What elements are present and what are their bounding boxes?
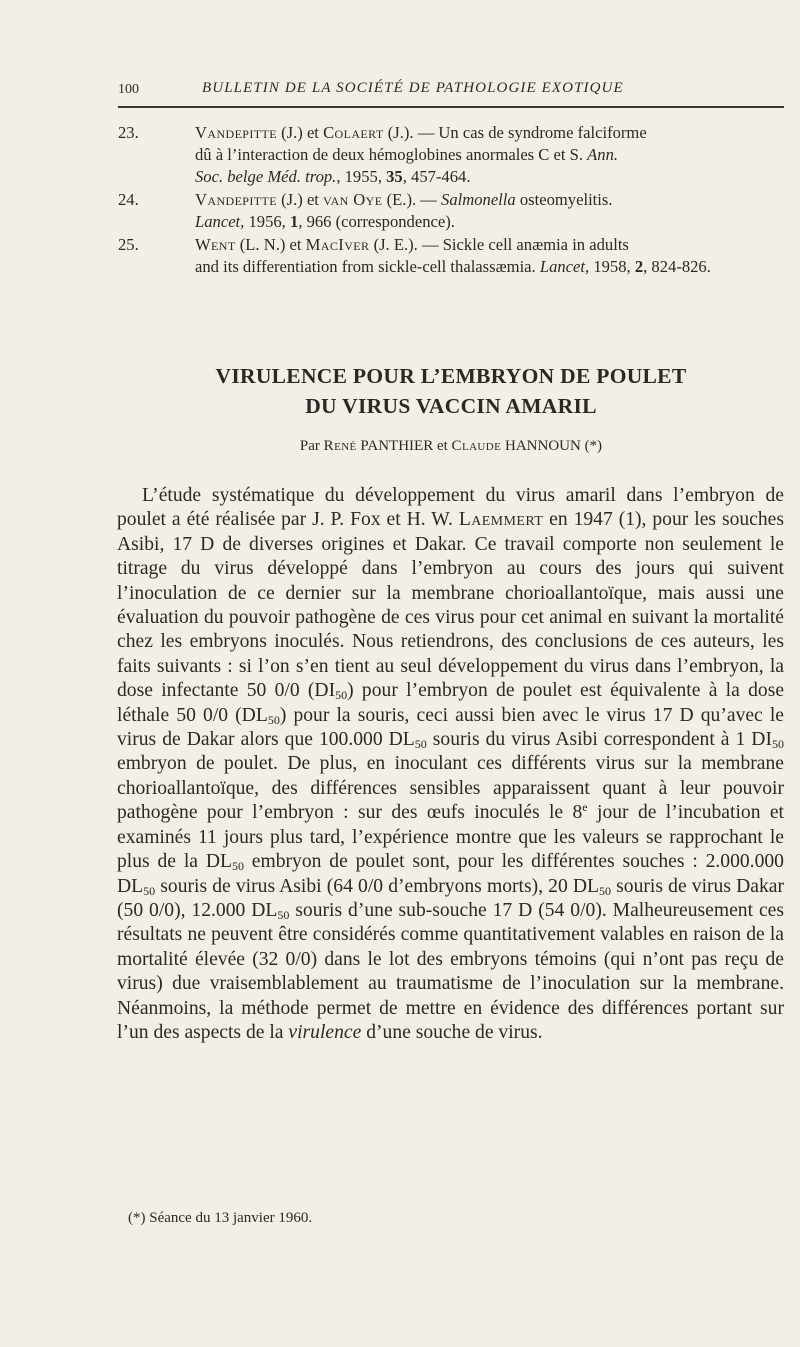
reference-item: 24. Vandepitte (J.) et van Oye (E.). — Salmonella osteomyelitis. Lancet, 1956, 1, 966 (correspondence). bbox=[118, 190, 613, 231]
reference-item: 25. Went (L. N.) et MacIver (J. E.). — Sickle cell anæmia in adults and its differentiation from sickle-cell thalassæmia. Lancet, 1958, 2, 824-826. bbox=[118, 235, 711, 276]
footnote: (*) Séance du 13 janvier 1960. bbox=[128, 1210, 313, 1226]
author-name: HANNOUN bbox=[504, 438, 581, 454]
running-header bbox=[118, 78, 782, 102]
footnote-marker: (*) bbox=[584, 438, 603, 454]
reference-author: Vandepitte bbox=[195, 123, 277, 142]
article-body bbox=[117, 484, 784, 1045]
article-byline: Par René PANTHIER et Claude HANNOUN (*) bbox=[299, 438, 603, 454]
author-name: PANTHIER bbox=[360, 438, 434, 454]
journal-running-title: BULLETIN DE LA SOCIÉTÉ DE PATHOLOGIE EXOTIQUE bbox=[202, 80, 624, 96]
reference-list bbox=[118, 122, 784, 279]
reference-author: Vandepitte bbox=[195, 190, 277, 209]
reference-author: Colaert bbox=[323, 123, 384, 142]
article-title: VIRULENCE POUR L’EMBRYON DE POULET DU VIRUS VACCIN AMARIL bbox=[215, 364, 687, 418]
page-number: 100 bbox=[118, 82, 139, 97]
reference-author: Went bbox=[195, 235, 236, 254]
reference-item: 23. Vandepitte (J.) et Colaert (J.). — Un cas de syndrome falciforme dû à l’interaction de deux hémoglobines anormales C et S. Ann. Soc. belge Méd. trop., 1955, 35, 457-464. bbox=[118, 123, 647, 186]
body-paragraph: L’étude systématique du développement du virus amaril dans l’embryon de poulet a été réalisée par J. P. Fox et H. W. Laemmert en 1947 (1), pour les souches Asibi, 17 D de diverses origines et Dakar. Ce travail comporte non seulement le titrage du virus développé dans l’embryon au cours des jours qui suivent l’inoculation de ce dernier sur la membrane chorioallantoïque, mais aussi une évaluation du pouvoir pathogène de ces virus pour cet animal en suivant la mortalité chez les embryons inoculés. Nous retiendrons, des conclusions de ces auteurs, les faits suivants : si l’on s’en tient au seul développement du virus dans l’embryon, la dose infectante 50 0/0 $(DI_{50})$ pour l’embryon de poulet est équivalente à la dose léthale 50 0/0 $(DL_{50})$ pour la souris, ceci aussi bien avec le virus 17 D qu’avec le virus de Dakar alors que 100.000 $DL_{50}$ souris du virus Asibi correspondent à 1 $DI_{50}$ embryon de poulet. De plus, en inoculant ces différents virus sur la membrane chorioallantoïque, des différences sensibles apparaissent quant à leur pouvoir pathogène pour l’embryon : sur des œufs inoculés le 8e jour de l’incubation et examinés 11 jours plus tard, l’expérience montre que les valeurs se rapprochant le plus de la $DL_{50}$ embryon de poulet sont, pour les différentes souches : 2.000.000 $DL_{50}$ souris de virus Asibi (64 0/0 d’embryons morts), 20 $DL_{50}$ souris de virus Dakar (50 0/0), 12.000 $DL_{50}$ souris d’une sub-souche 17 D (54 0/0). Malheureusement ces résultats ne peuvent être considérés comme quantitativement valables en raison de la mortalité élevée (32 0/0) dans le lot des embryons témoins (qui n’ont pas reçu de virus) due vraisemblablement au traumatisme de l’inoculation sur la membrane. Néanmoins, la méthode permet de mettre en évidence des différences portant sur l’un des aspects de la virulence d’une souche de virus. bbox=[117, 485, 785, 1043]
reference-author: van Oye bbox=[323, 190, 383, 209]
header-rule bbox=[118, 106, 784, 108]
reference-author: MacIver bbox=[305, 235, 370, 254]
